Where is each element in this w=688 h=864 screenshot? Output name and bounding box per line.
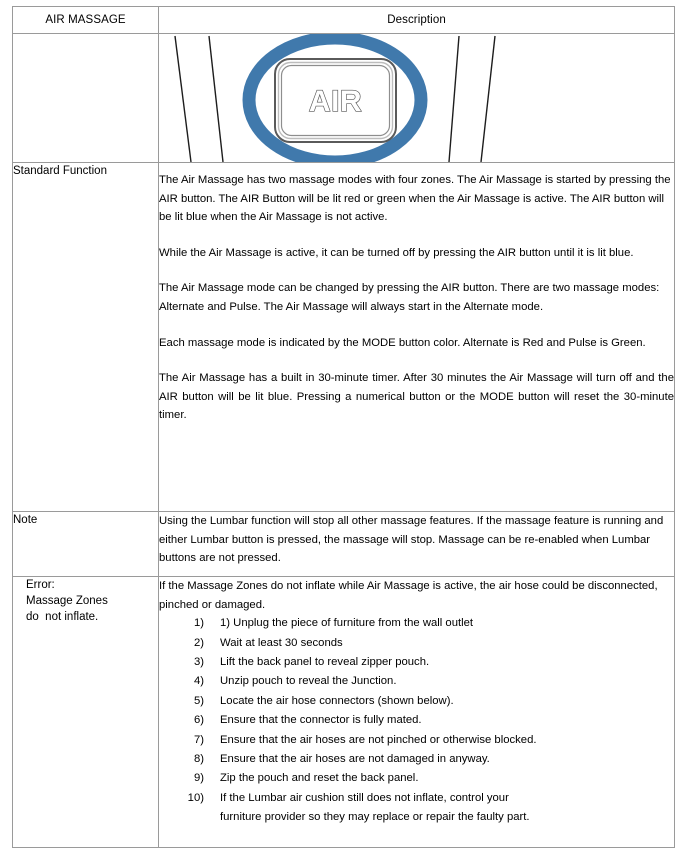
figure-row-label-cell	[13, 34, 159, 163]
table-header-row	[13, 7, 675, 34]
standard-paragraph-4: Each massage mode is indicated by the MODE button color. Alternate is Red and Pulse is Green.	[159, 336, 646, 349]
panel-seam-line-right-inner	[449, 36, 459, 162]
list-item	[159, 750, 674, 769]
air-massage-table	[12, 6, 675, 848]
figure-row	[13, 34, 675, 163]
header-label-description: Description	[387, 14, 446, 26]
header-label-air-massage: AIR MASSAGE	[45, 14, 126, 26]
standard-paragraph-5: The Air Massage has a built in 30-minute timer. After 30 minutes the Air Massage will turn off and the AIR button will be lit blue. Pressing a numerical button or the MODE button will reset the 30-minute timer.	[159, 372, 674, 422]
note-paragraph-1: Using the Lumbar function will stop all other massage features. If the massage feature is running and either Lumbar button is pressed, the massage will stop. Massage can be re-enabled when Lumbar buttons are not pressed.	[159, 515, 664, 565]
step-text: 1) Unplug the piece of furniture from the wall outlet	[220, 617, 474, 630]
standard-function-label: Standard Function	[13, 165, 107, 177]
step-number: 6)	[193, 714, 204, 727]
note-description-cell	[159, 512, 675, 577]
step-number: 10)	[187, 791, 204, 804]
standard-function-description-cell	[159, 163, 675, 512]
error-description-cell	[159, 577, 675, 848]
note-row	[13, 512, 675, 577]
error-steps-list	[159, 614, 674, 827]
list-item	[159, 769, 674, 788]
step-text: Lift the back panel to reveal zipper pouch.	[220, 656, 430, 668]
list-item	[159, 731, 674, 750]
note-label: Note	[13, 514, 38, 526]
list-item	[159, 789, 674, 828]
list-item	[159, 653, 674, 672]
air-button-illustration	[159, 34, 674, 162]
note-label-cell	[13, 512, 159, 577]
step-text: Locate the air hose connectors (shown below).	[220, 694, 454, 707]
step-number: 1)	[193, 617, 204, 630]
error-intro-paragraph: If the Massage Zones do not inflate while Air Massage is active, the air hose could be disconnected, pinched or damaged.	[159, 580, 658, 611]
air-button-text: AIR	[308, 85, 363, 118]
step-number: 8)	[193, 753, 204, 766]
error-row	[13, 577, 675, 848]
step-number: 4)	[193, 675, 204, 688]
step-number: 3)	[193, 656, 204, 668]
error-label-cell	[13, 577, 159, 848]
standard-paragraph-2: While the Air Massage is active, it can be turned off by pressing the AIR button until it is lit blue.	[159, 246, 634, 259]
panel-seam-line-right-outer	[481, 36, 495, 162]
standard-paragraph-3: The Air Massage mode can be changed by pressing the AIR button. There are two massage modes: Alternate and Pulse. The Air Massage will always start in the Alternate mode.	[159, 282, 660, 313]
list-item	[159, 614, 674, 633]
header-cell-description	[159, 7, 675, 34]
figure-cell	[159, 34, 675, 163]
standard-function-row	[13, 163, 675, 512]
panel-seam-line-left-outer	[175, 36, 191, 162]
step-text: Ensure that the air hoses are not pinched or otherwise blocked.	[220, 733, 537, 746]
step-number: 2)	[193, 636, 204, 649]
error-label-line-3: do not inflate.	[26, 611, 99, 623]
step-text	[220, 789, 674, 828]
error-label-line-2: Massage Zones	[26, 595, 108, 607]
step-number: 5)	[193, 694, 204, 707]
step-text-line-2: furniture provider so they may replace or repair the faulty part.	[220, 811, 530, 824]
step-text: Wait at least 30 seconds	[220, 636, 343, 649]
step-text: Zip the pouch and reset the back panel.	[220, 772, 419, 785]
standard-paragraph-1: The Air Massage has two massage modes with four zones. The Air Massage is started by pressing the AIR button. The AIR Button will be lit red or green when the Air Massage is active. The AIR button will be lit blue when the Air Massage is not active.	[159, 174, 671, 224]
step-text: Ensure that the connector is fully mated.	[220, 714, 422, 727]
error-label-line-1: Error:	[26, 579, 55, 591]
step-text: Ensure that the air hoses are not damaged in anyway.	[220, 753, 490, 766]
air-button-figure	[159, 34, 674, 162]
panel-seam-line-left-inner	[209, 36, 223, 162]
standard-function-label-cell	[13, 163, 159, 512]
step-number: 9)	[193, 772, 204, 785]
header-cell-air-massage	[13, 7, 159, 34]
list-item	[159, 692, 674, 711]
list-item	[159, 711, 674, 730]
step-number: 7)	[193, 733, 204, 746]
list-item	[159, 672, 674, 691]
step-text-line-1: If the Lumbar air cushion still does not inflate, control your	[220, 791, 509, 804]
list-item	[159, 634, 674, 653]
step-text: Unzip pouch to reveal the Junction.	[220, 675, 397, 688]
